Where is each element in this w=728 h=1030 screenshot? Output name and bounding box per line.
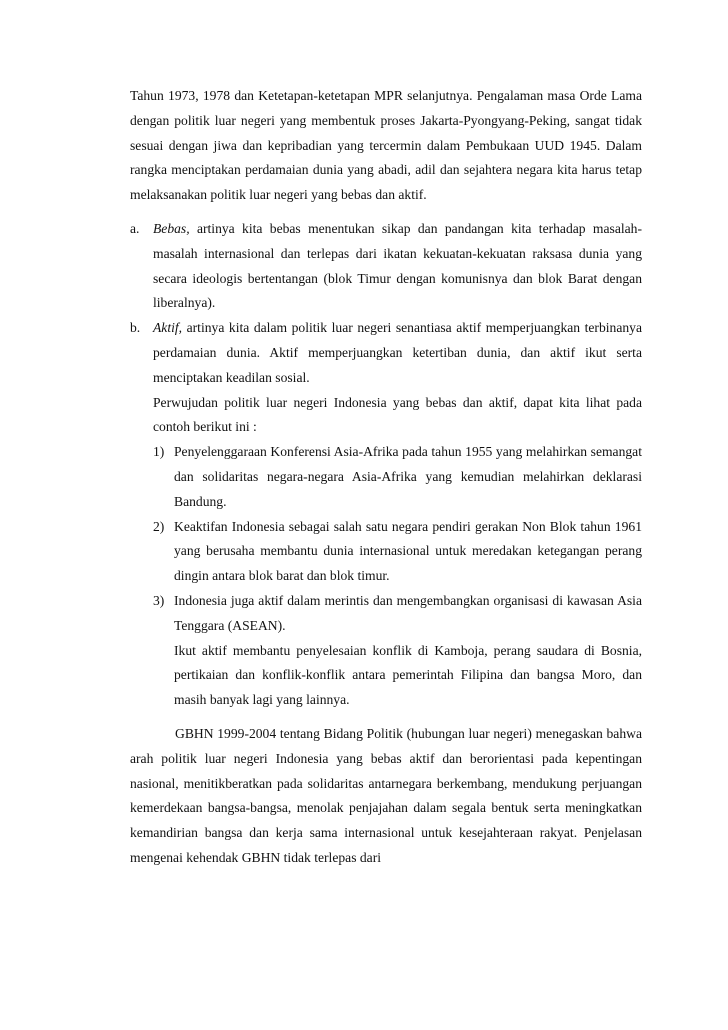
example-text-1: Penyelenggaraan Konferensi Asia-Afrika pada tahun 1955 yang melahirkan semangat dan solidaritas negara-negara Asia-Afrika yang kemudian melahirkan deklarasi Bandung. (174, 444, 642, 509)
example-number-3: 3) (153, 592, 165, 608)
definition-aktif: artinya kita dalam politik luar negeri senantiasa aktif memperjuangkan terbinanya perdamaian dunia. Aktif memperjuangkan ketertiban dunia, dan aktif ikut serta menciptakan keadilan sosial. (153, 320, 642, 385)
paragraph-intro: Tahun 1973, 1978 dan Ketetapan-ketetapan MPR selanjutnya. Pengalaman masa Orde Lama dengan politik luar negeri yang membentuk proses Jakarta-Pyongyang-Peking, sangat tidak sesuai dengan jiwa dan kepribadian yang tercermin dalam Pembukaan UUD 1945. Dalam rangka menciptakan perdamaian dunia yang abadi, adil dan sejahtera negara kita harus tetap melaksanakan politik luar negeri yang bebas dan aktif. (130, 88, 642, 203)
list-item-a (130, 217, 642, 316)
examples-list (153, 440, 642, 713)
example-number-1: 1) (153, 444, 165, 460)
examples-continuation: Ikut aktif membantu penyelesaian konflik di Kamboja, perang saudara di Bosnia, pertikaian dan konflik-konflik antara pemerintah Filipina dan bangsa Moro, dan masih banyak lagi yang lainnya. (174, 642, 642, 708)
list-text-a (153, 217, 642, 316)
list-text-b (153, 316, 642, 390)
list-label-a: a. (130, 220, 140, 236)
example-item-2 (153, 515, 642, 589)
example-item-1 (153, 440, 642, 514)
paragraph-gap (130, 713, 642, 722)
document-page (130, 84, 642, 871)
list-item-b (130, 316, 642, 390)
example-item-3 (153, 589, 642, 639)
paragraph-gbhn: GBHN 1999-2004 tentang Bidang Politik (hubungan luar negeri) menegaskan bahwa arah politik luar negeri Indonesia yang bebas aktif dan berorientasi pada kepentingan nasional, menitikberatkan pada solidaritas antarnegara berkembang, mendukung perjuangan kemerdekaan bangsa-bangsa, menolak penjajahan dalam segala bentuk serta meningkatkan kemandirian bangsa dan kerja sama internasional untuk kesejahteraan rakyat. Penjelasan mengenai kehendak GBHN tidak terlepas dari (130, 725, 642, 865)
example-text-3: Indonesia juga aktif dalam merintis dan mengembangkan organisasi di kawasan Asia Tenggara (ASEAN). (174, 592, 642, 633)
example-text-2: Keaktifan Indonesia sebagai salah satu negara pendiri gerakan Non Blok tahun 1961 yang berusaha membantu dunia internasional untuk meredakan ketegangan perang dingin antara blok barat dan blok timur. (174, 518, 642, 584)
term-bebas: Bebas, (153, 220, 190, 236)
examples-intro: Perwujudan politik luar negeri Indonesia yang bebas dan aktif, dapat kita lihat pada contoh berikut ini : (153, 394, 642, 435)
example-number-2: 2) (153, 518, 165, 534)
definition-bebas: artinya kita bebas menentukan sikap dan pandangan kita terhadap masalah-masalah internasional dan terlepas dari ikatan kekuatan-kekuatan raksasa dunia yang secara ideologis bertentangan (blok Timur dengan komunisnya dan blok Barat dengan liberalnya). (153, 220, 642, 311)
term-aktif: Aktif, (153, 320, 183, 336)
list-label-b: b. (130, 320, 141, 336)
